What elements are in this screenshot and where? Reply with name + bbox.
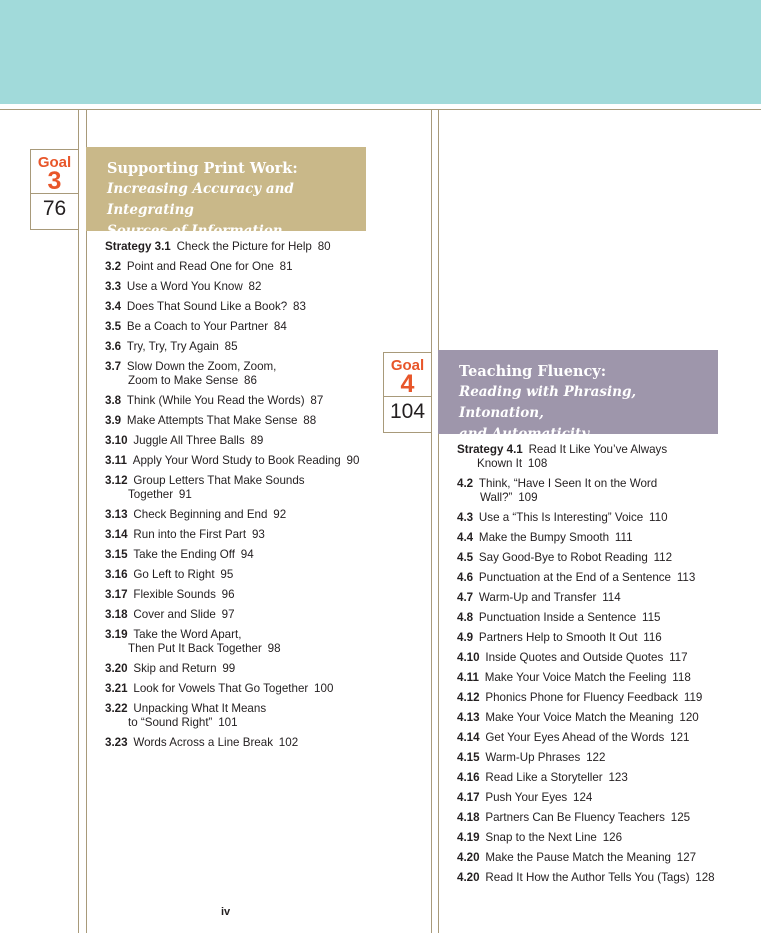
strategy-entry bbox=[457, 791, 757, 805]
strategy-page: 80 bbox=[317, 240, 331, 253]
strategy-title: Snap to the Next Line bbox=[485, 831, 597, 844]
strategy-number: 3.7 bbox=[105, 360, 122, 373]
strategy-page: 91 bbox=[178, 488, 192, 501]
strategy-entry bbox=[105, 628, 425, 656]
strategy-number: 3.13 bbox=[105, 508, 128, 521]
strategy-number: 3.12 bbox=[105, 474, 128, 487]
strategy-title: Partners Can Be Fluency Teachers bbox=[485, 811, 665, 824]
strategy-number: 3.4 bbox=[105, 300, 122, 313]
strategy-entry bbox=[105, 508, 425, 522]
strategy-title: Zoom to Make Sense bbox=[128, 374, 239, 387]
strategy-page: 89 bbox=[250, 434, 264, 447]
strategy-title: Warm-Up and Transfer bbox=[478, 591, 597, 604]
strategy-page: 84 bbox=[273, 320, 287, 333]
strategy-page: 122 bbox=[586, 751, 606, 764]
strategy-page: 127 bbox=[676, 851, 697, 864]
strategy-entry bbox=[457, 511, 757, 525]
strategy-page: 102 bbox=[278, 736, 299, 749]
goal-page-number: 76 bbox=[42, 197, 67, 220]
strategy-number: 4.11 bbox=[457, 671, 479, 684]
strategy-number: 3.16 bbox=[105, 568, 128, 581]
strategy-title: Partners Help to Smooth It Out bbox=[478, 631, 638, 644]
goal-subtitle-line: Reading with Phrasing, Intonation, bbox=[459, 384, 637, 421]
strategy-title: Known It bbox=[477, 457, 523, 470]
strategy-title: Cover and Slide bbox=[133, 608, 216, 621]
strategy-page: 90 bbox=[346, 454, 360, 467]
strategy-title: Slow Down the Zoom, Zoom, bbox=[126, 360, 277, 373]
strategy-title: Check Beginning and End bbox=[133, 508, 268, 521]
strategy-page: 94 bbox=[240, 548, 254, 561]
strategy-entry bbox=[105, 320, 425, 334]
strategy-page: 88 bbox=[303, 414, 317, 427]
strategy-page: 98 bbox=[267, 642, 281, 655]
strategy-number: 3.3 bbox=[105, 280, 122, 293]
strategy-number: 4.6 bbox=[457, 571, 474, 584]
strategy-number: 4.17 bbox=[457, 791, 480, 804]
strategy-title: Group Letters That Make Sounds bbox=[133, 474, 305, 487]
strategy-page: 114 bbox=[602, 591, 621, 604]
strategy-page: 81 bbox=[279, 260, 293, 273]
strategy-entry bbox=[105, 548, 425, 562]
strategy-entry bbox=[457, 851, 757, 865]
strategy-page: 83 bbox=[293, 300, 306, 313]
strategy-title: to “Sound Right” bbox=[128, 716, 213, 729]
strategy-entry bbox=[457, 443, 757, 471]
strategy-entry bbox=[105, 528, 425, 542]
strategy-entry bbox=[457, 477, 757, 505]
strategy-entry bbox=[457, 531, 757, 545]
strategy-number: 4.13 bbox=[457, 711, 480, 724]
strategy-number: 3.19 bbox=[105, 628, 128, 641]
strategy-page: 109 bbox=[518, 491, 538, 504]
strategy-title: Read It Like You’ve Always bbox=[528, 443, 668, 456]
strategy-page: 120 bbox=[679, 711, 699, 724]
strategy-number: 4.16 bbox=[457, 771, 480, 784]
header-rule bbox=[0, 109, 761, 110]
strategy-number: 3.1 bbox=[154, 240, 171, 253]
strategy-title: Read Like a Storyteller bbox=[485, 771, 603, 784]
strategy-entry bbox=[105, 360, 425, 388]
goal-number: 3 bbox=[47, 167, 62, 195]
strategy-entry bbox=[457, 691, 757, 705]
strategy-number: 3.8 bbox=[105, 394, 122, 407]
column-rule bbox=[431, 110, 432, 933]
strategy-title: Does That Sound Like a Book? bbox=[126, 300, 288, 313]
strategy-entry bbox=[457, 571, 757, 585]
strategy-page: 101 bbox=[218, 716, 238, 729]
strategy-entry bbox=[457, 651, 757, 665]
strategy-title: Use a “This Is Interesting” Voice bbox=[478, 511, 644, 524]
strategy-page: 115 bbox=[642, 611, 661, 624]
strategy-title: Warm-Up Phrases bbox=[485, 751, 581, 764]
strategy-title: Phonics Phone for Fluency Feedback bbox=[485, 691, 679, 704]
strategy-page: 108 bbox=[527, 457, 548, 470]
strategy-title: Point and Read One for One bbox=[126, 260, 274, 273]
strategy-page: 117 bbox=[669, 651, 688, 664]
strategy-entry bbox=[105, 454, 425, 468]
strategy-page: 124 bbox=[573, 791, 593, 804]
strategy-entry bbox=[457, 751, 757, 765]
strategy-entry bbox=[105, 240, 425, 254]
strategy-number: 4.5 bbox=[457, 551, 474, 564]
strategy-page: 96 bbox=[221, 588, 235, 601]
goal-label: Goal bbox=[37, 154, 72, 171]
strategy-number: 3.11 bbox=[105, 454, 127, 467]
strategy-number: 3.9 bbox=[105, 414, 122, 427]
strategy-title: Together bbox=[128, 488, 174, 501]
goal-3-banner bbox=[86, 147, 366, 239]
strategy-page: 126 bbox=[602, 831, 623, 844]
strategy-number: 4.20 bbox=[457, 851, 480, 864]
strategy-page: 111 bbox=[614, 531, 633, 544]
strategy-title: Look for Vowels That Go Together bbox=[133, 682, 309, 695]
strategy-title: Skip and Return bbox=[133, 662, 217, 675]
strategy-number: 3.18 bbox=[105, 608, 128, 621]
strategy-number: 3.6 bbox=[105, 340, 122, 353]
strategy-title: Juggle All Three Balls bbox=[133, 434, 245, 447]
strategy-page: 87 bbox=[310, 394, 324, 407]
strategy-entry bbox=[105, 414, 425, 428]
strategy-number: 3.22 bbox=[105, 702, 128, 715]
strategy-number: 4.20 bbox=[457, 871, 480, 884]
strategy-title: Punctuation at the End of a Sentence bbox=[478, 571, 672, 584]
column-rule bbox=[86, 110, 87, 933]
strategy-prefix: Strategy bbox=[457, 443, 504, 456]
strategy-number: 4.12 bbox=[457, 691, 480, 704]
strategy-title: Make Your Voice Match the Meaning bbox=[485, 711, 674, 724]
strategy-title: Apply Your Word Study to Book Reading bbox=[132, 454, 341, 467]
strategy-entry bbox=[457, 871, 757, 885]
goal-4-badge bbox=[383, 352, 432, 433]
strategy-number: 4.4 bbox=[457, 531, 474, 544]
strategy-title: Make the Bumpy Smooth bbox=[478, 531, 610, 544]
strategy-number: 4.19 bbox=[457, 831, 480, 844]
goal-number: 4 bbox=[400, 370, 415, 398]
strategy-page: 112 bbox=[653, 551, 673, 564]
goal-subtitle-line: and Automaticity bbox=[459, 426, 590, 442]
strategy-number: 4.3 bbox=[457, 511, 474, 524]
strategy-title: Go Left to Right bbox=[133, 568, 215, 581]
strategy-title: Words Across a Line Break bbox=[133, 736, 273, 749]
strategy-number: 4.18 bbox=[457, 811, 480, 824]
strategy-entry bbox=[105, 588, 425, 602]
strategy-number: 3.2 bbox=[105, 260, 122, 273]
strategy-page: 128 bbox=[695, 871, 715, 884]
strategy-title: Make the Pause Match the Meaning bbox=[485, 851, 671, 864]
strategy-title: Punctuation Inside a Sentence bbox=[478, 611, 637, 624]
strategy-page: 118 bbox=[672, 671, 691, 684]
goal-page-number: 104 bbox=[389, 400, 426, 423]
strategy-entry bbox=[105, 280, 425, 294]
strategy-number: 3.15 bbox=[105, 548, 128, 561]
strategy-page: 113 bbox=[676, 571, 696, 584]
strategy-title: Unpacking What It Means bbox=[133, 702, 267, 715]
goal-3-badge bbox=[30, 149, 79, 230]
strategy-number: 4.2 bbox=[457, 477, 474, 490]
strategy-entry bbox=[457, 711, 757, 725]
strategy-page: 100 bbox=[314, 682, 334, 695]
strategy-entry bbox=[457, 811, 757, 825]
strategy-entry bbox=[457, 551, 757, 565]
strategy-number: 3.14 bbox=[105, 528, 128, 541]
strategy-number: 4.14 bbox=[457, 731, 480, 744]
strategy-title: Push Your Eyes bbox=[485, 791, 568, 804]
strategy-entry bbox=[105, 434, 425, 448]
strategy-page: 110 bbox=[649, 511, 668, 524]
strategy-title: Make Your Voice Match the Feeling bbox=[484, 671, 667, 684]
strategy-entry bbox=[105, 568, 425, 582]
column-rule bbox=[438, 110, 439, 933]
strategy-entry bbox=[105, 702, 425, 730]
strategy-title: Read It How the Author Tells You (Tags) bbox=[485, 871, 690, 884]
strategy-title: Use a Word You Know bbox=[126, 280, 243, 293]
strategy-entry bbox=[105, 300, 425, 314]
strategy-number: 4.9 bbox=[457, 631, 474, 644]
strategy-title: Say Good-Bye to Robot Reading bbox=[478, 551, 648, 564]
strategy-title: Flexible Sounds bbox=[133, 588, 216, 601]
strategy-title: Think, “Have I Seen It on the Word bbox=[478, 477, 658, 490]
strategy-number: 4.8 bbox=[457, 611, 474, 624]
strategy-title: Take the Ending Off bbox=[133, 548, 235, 561]
strategy-page: 119 bbox=[683, 691, 703, 704]
strategy-number: 4.1 bbox=[506, 443, 523, 456]
strategy-title: Be a Coach to Your Partner bbox=[126, 320, 269, 333]
strategy-page: 116 bbox=[643, 631, 662, 644]
strategy-number: 3.21 bbox=[105, 682, 128, 695]
strategy-number: 4.15 bbox=[457, 751, 480, 764]
strategy-entry bbox=[457, 831, 757, 845]
strategy-title: Think (While You Read the Words) bbox=[126, 394, 305, 407]
strategy-prefix: Strategy bbox=[105, 240, 152, 253]
strategy-page: 121 bbox=[670, 731, 690, 744]
strategy-page: 85 bbox=[224, 340, 238, 353]
strategy-number: 4.7 bbox=[457, 591, 474, 604]
strategy-title: Check the Picture for Help bbox=[176, 240, 312, 253]
strategy-title: Inside Quotes and Outside Quotes bbox=[485, 651, 664, 664]
strategy-page: 82 bbox=[248, 280, 262, 293]
strategy-number: 3.17 bbox=[105, 588, 128, 601]
strategy-number: 4.10 bbox=[457, 651, 480, 664]
strategy-number: 3.5 bbox=[105, 320, 122, 333]
strategy-entry bbox=[105, 340, 425, 354]
goal-3-strategy-list bbox=[105, 240, 425, 756]
strategy-title: Make Attempts That Make Sense bbox=[126, 414, 298, 427]
header-band bbox=[0, 0, 761, 104]
goal-title: Teaching Fluency: bbox=[459, 363, 607, 380]
strategy-page: 92 bbox=[273, 508, 287, 521]
strategy-page: 125 bbox=[670, 811, 691, 824]
strategy-entry bbox=[105, 260, 425, 274]
strategy-page: 123 bbox=[608, 771, 628, 784]
strategy-entry bbox=[457, 611, 757, 625]
goal-4-banner bbox=[438, 350, 718, 442]
goal-title: Supporting Print Work: bbox=[107, 160, 298, 177]
strategy-page: 95 bbox=[220, 568, 234, 581]
strategy-page: 97 bbox=[221, 608, 235, 621]
strategy-entry bbox=[457, 671, 757, 685]
strategy-number: 3.10 bbox=[105, 434, 128, 447]
strategy-title: Take the Word Apart, bbox=[133, 628, 242, 641]
strategy-title: Get Your Eyes Ahead of the Words bbox=[485, 731, 665, 744]
strategy-number: 3.23 bbox=[105, 736, 128, 749]
strategy-entry bbox=[105, 682, 425, 696]
goal-4-strategy-list bbox=[457, 443, 757, 891]
page-folio: iv bbox=[221, 906, 231, 918]
strategy-entry bbox=[457, 591, 757, 605]
goal-subtitle-line: Sources of Information bbox=[107, 223, 283, 239]
strategy-entry bbox=[105, 736, 425, 750]
strategy-entry bbox=[105, 662, 425, 676]
strategy-page: 86 bbox=[244, 374, 257, 387]
strategy-title: Run into the First Part bbox=[133, 528, 247, 541]
strategy-title: Then Put It Back Together bbox=[128, 642, 262, 655]
strategy-entry bbox=[105, 608, 425, 622]
strategy-page: 93 bbox=[251, 528, 265, 541]
strategy-entry bbox=[457, 731, 757, 745]
strategy-entry bbox=[457, 631, 757, 645]
column-rule bbox=[78, 110, 79, 933]
strategy-entry bbox=[105, 394, 425, 408]
goal-label: Goal bbox=[390, 357, 425, 374]
strategy-number: 3.20 bbox=[105, 662, 128, 675]
strategy-page: 99 bbox=[222, 662, 236, 675]
goal-subtitle-line: Increasing Accuracy and Integrating bbox=[107, 181, 294, 218]
strategy-entry bbox=[457, 771, 757, 785]
strategy-title: Try, Try, Try Again bbox=[126, 340, 219, 353]
strategy-title: Wall?” bbox=[480, 491, 513, 504]
strategy-entry bbox=[105, 474, 425, 502]
